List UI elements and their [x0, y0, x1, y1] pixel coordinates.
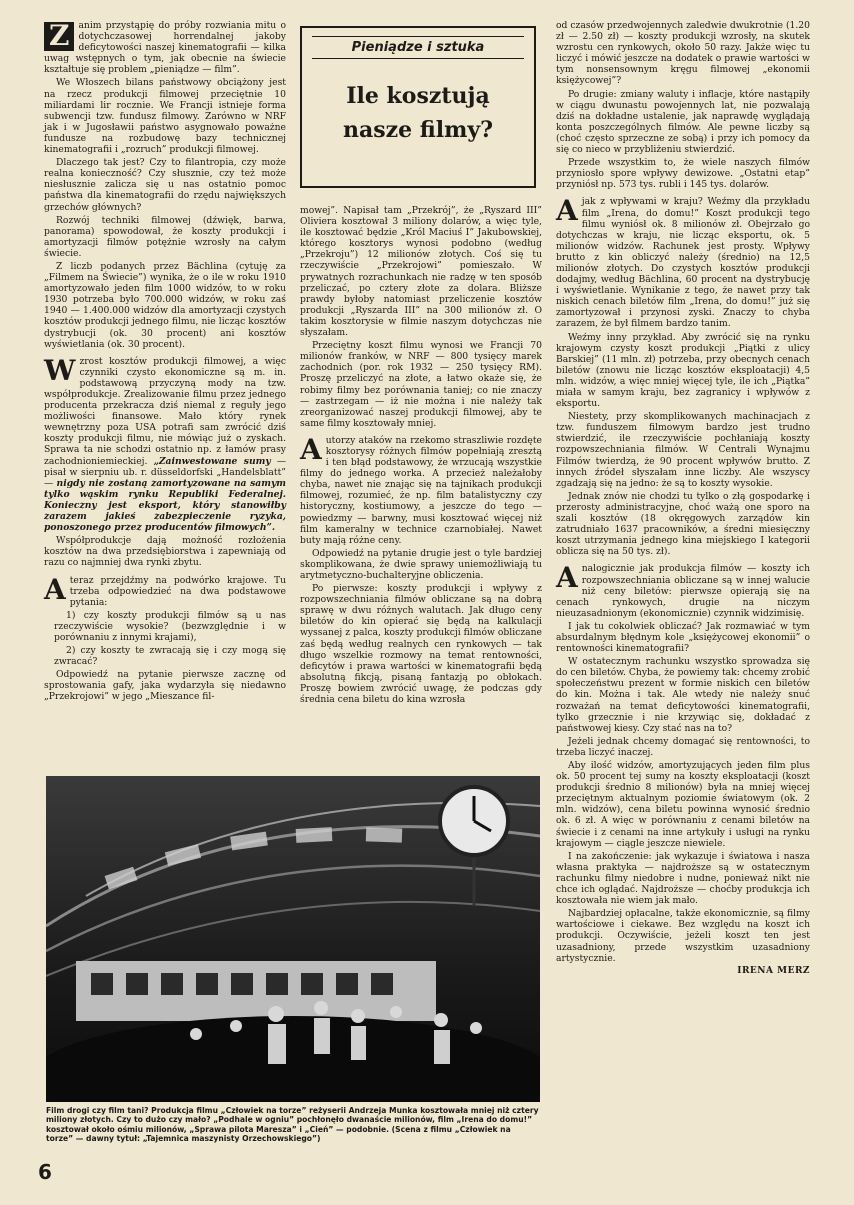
- question-2: 2) czy koszty te zwracają się i czy mogą się zwracać?: [54, 645, 286, 668]
- paragraph: Przede wszystkim to, że wiele naszych filmów przyniosło spore wpływy dewizowe. „Ostatni etap” przyniósł np. 573 tys. rubli i 145 tys. dolarów.: [556, 157, 810, 191]
- paragraph: mowej”. Napisał tam „Przekrój”, że „Ryszard III” Oliviera kosztował 3 miliony dolarów, a więc tyle, ile kosztować będzie „Król Maciuś I” Jakubowskiej, którego kosztorys wynosi podobno (według „Przekroju”) 12 milionów złotych. Coś się tu rzeczywiście „Przekrojowi” pomieszało. W prywatnych rozrachunkach nie radzę w ten sposób przeliczać, po cztery złote za dolara. Bliższe prawdy byłoby natomiast przeliczenie kosztów produkcji „Ryszarda III” na 300 milionów zł. O takim kosztorysie w filmie naszym dotychczas nie słyszałam.: [300, 205, 542, 339]
- film-still-photo: [46, 776, 540, 1102]
- paragraph: Najbardziej opłacalne, także ekonomicznie, są filmy wartościowe i ciekawe. Bez względu na koszt ich produkcji. Oczywiście, jeżeli koszt ten jest uzasadniony, przede wszystkim uzasadniony artystycznie.: [556, 908, 810, 964]
- paragraph: Ajak z wpływami w kraju? Weźmy dla przykładu film „Irena, do domu!” Koszt produkcji tego filmu wyniósł ok. 8 milionów zł. Obejrzało go dotychczas w kraju, nie licząc eksportu, ok. 5 milionów widzów. Rachunek jest prosty. Wpływy brutto z kin obliczyć należy (średnio) na 12,5 milionów złotych. Do czystych kosztów produkcji dodajmy, według Bächlina, 60 procent na dystrybucję i wyświetlanie. Wynikanie z tego, że nawet przy tak niskich cenach biletów film „Irena, do domu!” już się zamortyzował i przynosi zyski. Znaczy to chyba zarazem, że był filmem bardzo tanim.: [556, 194, 810, 330]
- section-kicker: Pieniądze i sztuka: [312, 36, 524, 59]
- drop-cap: A: [556, 561, 578, 595]
- paragraph: Odpowiedź na pytanie drugie jest o tyle bardziej skomplikowana, że dwie sprawy uniemożliwiają tu arytmetyczno-buchalteryjne obliczenia.: [300, 547, 542, 581]
- paragraph: Niestety, przy skomplikowanych machinacjach z tzw. funduszem filmowym bardzo jest trudno stwierdzić, ile rzeczywiście pochłaniają koszty rozpowszechniania filmów. W Centrali Wynajmu Filmów twierdzą, że 90 procent wpływów brutto. Z innych źródeł słyszałam inne liczby. Ale wszyscy zgadzają się na jedno: że są to koszty wysokie.: [556, 411, 810, 489]
- headline: Ile kosztują nasze filmy?: [342, 83, 494, 143]
- paragraph: I na zakończenie: jak wykazuje i światowa i nasza własna praktyka — najdroższe są w ostatecznym rachunku filmy niedobre i nudne, ponieważ nikt nie chce ich oglądać. Najdroższe — choćby produkcja ich kosztowała nie wiem jak mało.: [556, 850, 810, 907]
- paragraph: Przeciętny koszt filmu wynosi we Francji 70 milionów franków, w NRF — 800 tysięcy marek zachodnich (por. rok 1932 — 250 tysięcy RM). Proszę przeliczyć na złote, a łatwo okaże się, że robimy filmy bez porównania taniej; co nie znaczy — zastrzegam — iż nie można i nie należy tak zreorganizować naszej produkcji filmowej, aby te same filmy kosztowały mniej.: [300, 340, 542, 429]
- article-column-1: [44, 20, 286, 705]
- paragraph: Ateraz przejdźmy na podwórko krajowe. Tu trzeba odpowiedzieć na dwa podstawowe pytania:: [44, 572, 286, 608]
- paragraph: We Włoszech bilans państwowy obciążony jest na rzecz produkcji filmowej przeciętnie 10 miliardami lir rocznie. We Francji istnieje forma subwencji tzw. fundusz filmowy. Zarówno w NRF jak i w Jugosławii państwo asygnowało poważne fundusze na rozbudowę bazy technicznej kinematografii i „rozruch” produkcji filmowej.: [44, 77, 286, 156]
- paragraph: od czasów przedwojennych zaledwie dwukrotnie (1.20 zł — 2.50 zł) — koszty produkcji wzrosły, na skutek wzrostu cen rynkowych, około 50 razy. Jakże więc tu liczyć i mówić jeszcze na dodatek o prawie wartości w tym nonsensownym kręgu filmowej „ekonomii księżycowej”?: [556, 20, 810, 87]
- paragraph: Weźmy inny przykład. Aby zwrócić się na rynku krajowym czysty koszt produkcji „Piątki z ulicy Barskiej” (11 mln. zł) potrzeba, przy obecnych cenach biletów (znowu nie licząc kosztów eksploatacji) 4,5 mln. widzów, a więc mniej więcej tyle, ile ich „Piątka” miała w samym kraju, bez zagranicy i wpływów z eksportu.: [556, 331, 810, 410]
- question-1: 1) czy koszty produkcji filmów są u nas rzeczywiście wysokie? (bezwzględnie i w porównaniu z innymi krajami),: [54, 609, 286, 643]
- paragraph: Dlaczego tak jest? Czy to filantropia, czy może realna konieczność? Czy słusznie, czy też może niesłusznie zalicza się u nas ostatnio pomoc państwa dla kinematografii do rzędu największych grzechów głównych?: [44, 157, 286, 213]
- drop-cap: Z: [44, 22, 74, 51]
- paragraph: Po pierwsze: koszty produkcji i wpływy z rozpowszechniania filmów obliczane są na dobrą sprawę w dwu różnych walutach. Jak długo ceny biletów do kin opierać się będą na kalkulacji wyssanej z palca, koszty produkcji filmów obliczane zaś będą według realnych cen rynkowych — tak długo wszelkie rozmowy na temat rentowności, deficytów i prawa wartości w kinematografii będą absolutną fikcją, pisaną fantazją po obłokach. Proszę bowiem zwrócić uwagę, że podczas gdy średnia cena biletu do kina wzrosła: [300, 583, 542, 706]
- paragraph: Współprodukcje dają możność rozłożenia kosztów na dwa przedsiębiorstwa i zapewniają od razu co najmniej dwa rynki zbytu.: [44, 535, 286, 569]
- paragraph: Analogicznie jak produkcja filmów — koszty ich rozpowszechniania obliczane są w innej walucie niż ceny biletów: pierwsze opierają się na cenach rynkowych, drugie na niczym nieuzasadnionym (ekonomicznie) czynnik widzimisię.: [556, 561, 810, 619]
- page-number: 6: [38, 1160, 52, 1184]
- paragraph: Aby ilość widzów, amortyzujących jeden film plus ok. 50 procent tej sumy na koszty eksploatacji (koszt produkcji średnio 8 milionów) była na mniej więcej przeciętnym aktualnym poziomie światowym (ok. 2 mln. widzów), cena biletu powinna wynosić średnio ok. 6 zł. A więc w porównaniu z cenami biletów na świecie i z cenami na inne artykuły i usługi na rynku krajowym — ciągle jeszcze niewiele.: [556, 760, 810, 849]
- drop-cap: A: [44, 572, 66, 606]
- drop-cap: A: [556, 194, 578, 228]
- photo-caption: Film drogi czy film tani? Produkcja filmu „Człowiek na torze” reżyserii Andrzeja Munka kosztowała mniej niż cztery miliony złotych. Czy to dużo czy mało? „Podhale w ogniu” pochłonęło dwanaście milionów, film „Irena do domu!” kosztował około ośmiu milionów, „Sprawa pilota Maresza” i „Cień” — podobnie. (Scena z filmu „Człowiek na torze” — dawny tytuł: „Tajemnica maszynisty Orzechowskiego”): [46, 1106, 539, 1144]
- paragraph: Po drugie: zmiany waluty i inflacje, które nastąpiły w ciągu dwunastu powojennych lat, nie pozwalają dziś na dokładne ustalenie, jak naprawdę wyglądają konta poszczególnych filmów. Ale pewne liczby są (choć często sprzeczne ze sobą) i przy ich pomocy da się co nieco w przybliżeniu stwierdzić.: [556, 88, 810, 156]
- paragraph: Wzrost kosztów produkcji filmowej, a więc czynniki czysto ekonomiczne są m. in. podstawową przyczyną mody na tzw. współprodukcje. Zrealizowanie filmu przez jednego producenta przekracza dziś niemal z reguły jego możliwości finansowe. Mało który rynek wewnętrzny poza USA potrafi sam zwrócić dziś koszty produkcji filmu, nie mówiąc już o zyskach. Sprawa ta nie schodzi ostatnio np. z łamów prasy zachodnioniemieckiej. „Zainwestowane sumy — pisał w sierpniu ub. r. düsseldorfski „Handelsblatt” — nigdy nie zostaną zamortyzowane na samym tylko wąskim rynku Republiki Federalnej. Konieczny jest eksport, który stanowiłby zarazem jakieś zabezpieczenie ryzyka, ponoszonego przez producentów filmowych”.: [44, 353, 287, 534]
- paragraph: Z anim przystąpię do próby rozwiania mitu o dotychczasowej horrendalnej jakoby deficytowości naszej kinematografii — kilka uwag wstępnych o tym, jak obecnie na świecie kształtuje się problem „pieniądze — film”.: [44, 19, 286, 76]
- paragraph: Jeżeli jednak chcemy domagać się rentowności, to trzeba liczyć inaczej.: [556, 735, 810, 758]
- paragraph: W ostatecznym rachunku wszystko sprowadza się do cen biletów. Chyba, że powiemy tak: chcemy zrobić społeczeństwu prezent w formie niskich cen biletów do kin. Można i tak. Ale wtedy nie należy snuć rozważań na temat deficytowości kinematografii, tylko grzecznie i nie krzywiąc się, dokładać z państwowej kiesy. Czy stać nas na to?: [556, 656, 810, 734]
- paragraph: Jednak znów nie chodzi tu tylko o złą gospodarkę i przerosty administracyjne, choć ważą one sporo na szali kosztów (18 okręgowych zarządów kin zatrudniało 1637 pracowników, a średni miesięczny koszt utrzymania jednego kina miejskiego I kategorii oblicza się na 50 tys. zł).: [556, 490, 810, 558]
- title-box: [300, 26, 536, 188]
- article-column-3: [556, 20, 810, 977]
- drop-cap: A: [300, 432, 322, 466]
- article-column-2: [300, 205, 542, 707]
- paragraph: I jak tu cokolwiek obliczać? Jak rozmawiać w tym absurdalnym błędnym kole „księżycowej ekonomii” o rentowności kinematografii?: [556, 620, 810, 655]
- drop-cap: W: [44, 353, 76, 387]
- station-scene-image: [46, 776, 540, 1102]
- author-signature: IRENA MERZ: [737, 965, 810, 976]
- paragraph: Autorzy ataków na rzekomo straszliwie rozdęte kosztorysy różnych filmów popełniają zresztą i ten błąd podstawowy, że wrzucają wszystkie filmy do jednego worka. A przecież należałoby chyba, nawet nie znając się na tajnikach produkcji filmowej, rozumieć, że np. film batalistyczny czy historyczny, kostiumowy, a jeszcze do tego — powiedzmy — barwny, musi kosztować więcej niż film kameralny w technice czarnobiałej. Nawet buty mają różne ceny.: [300, 432, 542, 546]
- paragraph: Rozwój techniki filmowej (dźwięk, barwa, panorama) spowodował, że koszty produkcji i amortyzacji filmów potężnie wzrosły na całym świecie.: [44, 214, 286, 259]
- paragraph: Odpowiedź na pytanie pierwsze zacznę od sprostowania gafy, jaka wydarzyła się niedawno „Przekrojowi” w jego „Mieszance fil-: [44, 669, 286, 703]
- paragraph: Z liczb podanych przez Bächlina (cytuję za „Filmem na Świecie”) wynika, że o ile w roku 1910 amortyzowało jeden film 1000 widzów, to w roku 1930 potrzeba było 700.000 widzów, w roku zaś 1940 — 1.400.000 widzów dla amortyzacji czystych kosztów produkcji jednego filmu, nie licząc kosztów dystrybucji (ok. 30 procent) ani kosztów wyświetlania (ok. 30 procent).: [44, 260, 286, 350]
